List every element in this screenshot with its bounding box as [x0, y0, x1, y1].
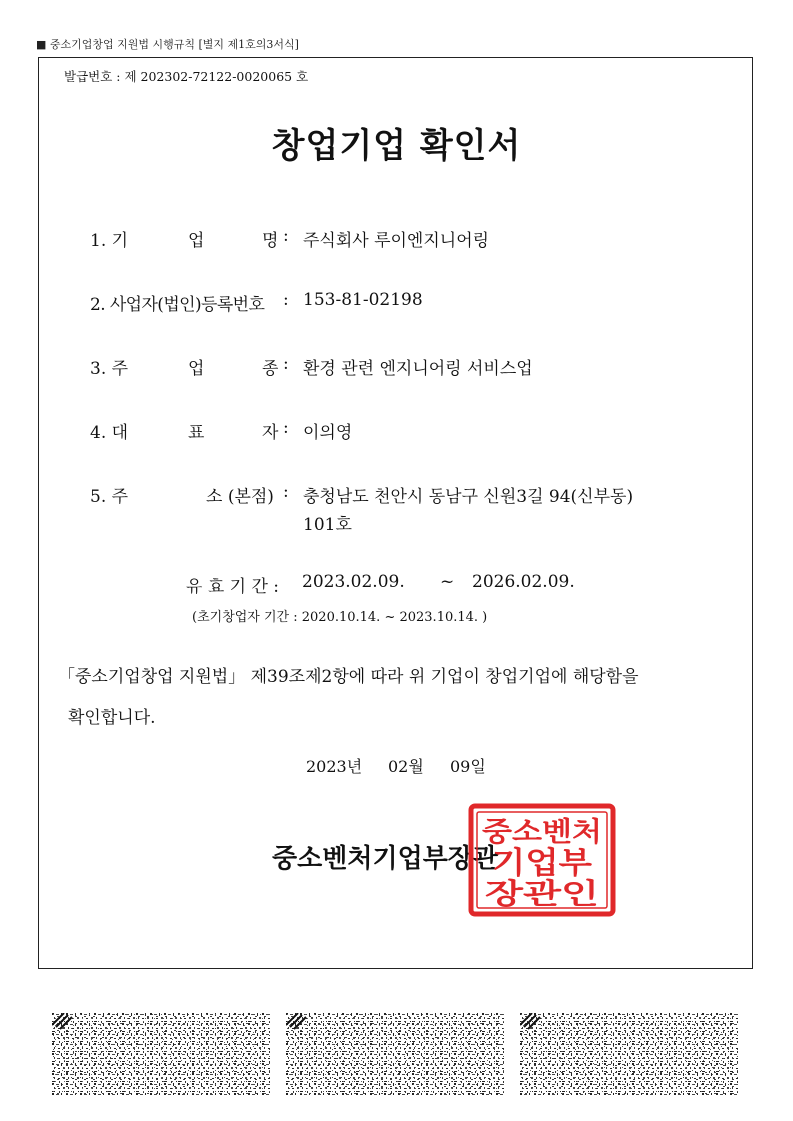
- field-value-line2: 101호: [303, 515, 352, 535]
- field-value: 환경 관련 엔지니어링 서비스업: [303, 359, 533, 379]
- field-label-part: 1. 기: [90, 231, 129, 251]
- validity-separator: ~: [440, 572, 455, 592]
- date-month: 02월: [388, 757, 424, 776]
- field-label-part: 소 (본점): [206, 487, 274, 507]
- colon: :: [283, 226, 289, 246]
- field-label-part: 종: [262, 359, 279, 379]
- field-value: 이의영: [303, 423, 353, 443]
- official-seal-icon: [468, 803, 616, 917]
- security-code-stamp: [520, 1013, 738, 1095]
- date-year: 2023년: [306, 757, 363, 776]
- colon: :: [283, 418, 289, 438]
- field-label-part: 업: [188, 231, 205, 251]
- security-code-stamp: [286, 1013, 504, 1095]
- field-label-part: 4. 대: [90, 423, 129, 443]
- statement-line-1: 「중소기업창업 지원법」 제39조제2항에 따라 위 기업이 창업기업에 해당함을: [58, 667, 639, 687]
- statement-line-2: 확인합니다.: [68, 708, 156, 728]
- field-label-part: 자: [262, 423, 279, 443]
- document-title: 창업기업 확인서: [271, 126, 522, 166]
- issue-number: 발급번호 : 제 202302-72122-0020065 호: [64, 69, 309, 84]
- field-label-part: 명: [262, 231, 279, 251]
- field-label-part: 표: [188, 423, 205, 443]
- issuer-name: 중소벤처기업부장관: [272, 844, 499, 874]
- validity-start: 2023.02.09.: [302, 572, 405, 592]
- form-label: ■ 중소기업창업 지원법 시행규칙 [별지 제1호의3서식]: [36, 38, 299, 51]
- svg-text:중소벤처: 중소벤처: [482, 817, 587, 848]
- field-value: 153-81-02198: [303, 290, 423, 310]
- validity-label: 유 효 기 간 :: [186, 577, 280, 597]
- colon: :: [283, 482, 289, 502]
- svg-text:기업부: 기업부: [492, 846, 593, 881]
- field-label-part: 3. 주: [90, 359, 129, 379]
- validity-period: [186, 572, 575, 597]
- certificate-frame: [38, 57, 753, 969]
- field-label-part: 업: [188, 359, 205, 379]
- field-label: 2. 사업자(법인)등록번호: [90, 295, 265, 315]
- field-label-part: 5. 주: [90, 487, 129, 507]
- validity-end: 2026.02.09.: [472, 572, 575, 592]
- colon: :: [283, 354, 289, 374]
- field-value: 충청남도 천안시 동남구 신원3길 94(신부동): [303, 487, 634, 507]
- security-code-stamp: [52, 1013, 270, 1095]
- initial-founder-period: (초기창업자 기간 : 2020.10.14. ~ 2023.10.14. ): [192, 610, 488, 625]
- svg-text:장관인: 장관인: [485, 877, 599, 910]
- colon: :: [283, 290, 289, 310]
- field-value: 주식회사 루이엔지니어링: [303, 231, 490, 251]
- date-day: 09일: [450, 757, 486, 776]
